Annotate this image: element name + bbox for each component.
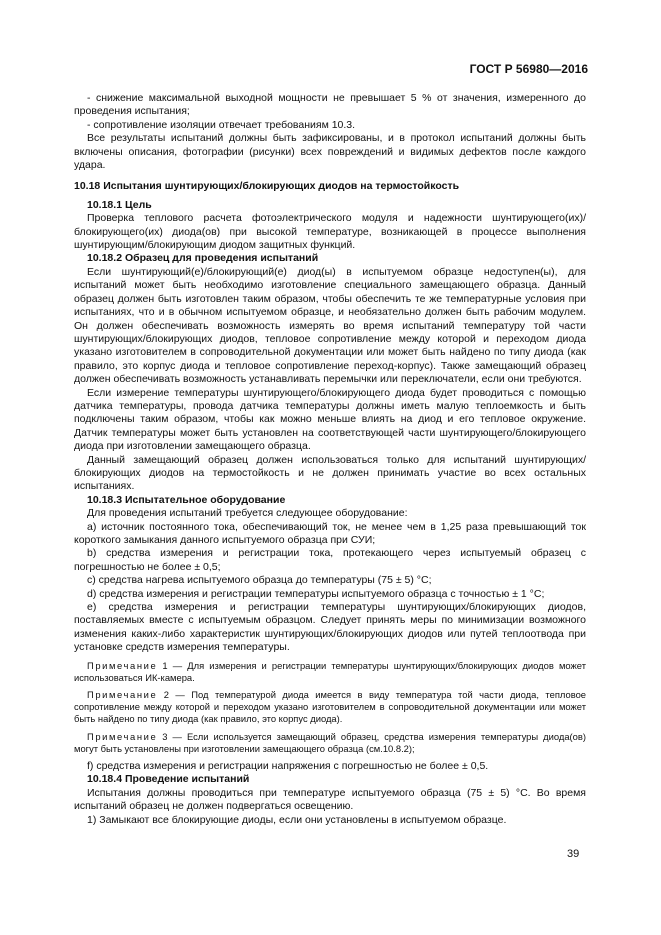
text-paragraph: Если измерение температуры шунтирующего/блокирующего диода будет проводиться с помощью датчика температуры, провода датчика температуры должны иметь малую теплоемкость и быть подключены таким образом, чтобы как можно меньше влиять на диод и его тепловое окружение. Датчик температуры может быть установлен на соответствующей части шунтирующего/блокирующего диода при изготовлении замещающего образца. [74, 386, 586, 453]
text-paragraph: Данный замещающий образец должен использоваться только для испытаний шунтирующих/блокирующих диодов на термостойкость и не должен принимать участие во всех остальных испытаниях. [74, 453, 586, 493]
subsection-heading-10-18-1: 10.18.1 Цель [87, 198, 152, 211]
document-body [74, 92, 586, 827]
note-label: Примечание [87, 659, 158, 671]
text-paragraph: 1) Замыкают все блокирующие диоды, если они установлены в испытуемом образце. [87, 813, 507, 826]
note-3 [74, 731, 586, 755]
list-item-f: f) средства измерения и регистрации напряжения с погрешностью не более ± 0,5. [87, 760, 489, 773]
subsection-heading-10-18-2: 10.18.2 Образец для проведения испытаний [87, 252, 319, 265]
document-standard-id: ГОСТ Р 56980—2016 [469, 62, 588, 76]
note-2 [74, 689, 586, 726]
list-item-b: b) средства измерения и регистрации тока, протекающего через испытуемый образец с погрешностью не более ± 0,5; [74, 547, 586, 573]
list-item-e: е) средства измерения и регистрации температуры шунтирующих/блокирующих диодов, поставляемых вместе с испытуемым образцом. Следует принять меры по минимизации возможного изменения каких-либо характеристик шунтирующих/блокирующих диодов или путей теплоотвода при установке средств измерения температуры. [74, 601, 586, 654]
text-paragraph: Для проведения испытаний требуется следующее оборудование: [87, 507, 408, 520]
note-text: 1 — Для измерения и регистрации температуры шунтирующих/блокирующих диодов может использоваться ИК-камера. [74, 659, 586, 683]
note-label: Примечание [87, 689, 158, 701]
subsection-heading-10-18-3: 10.18.3 Испытательное оборудование [87, 493, 286, 506]
text-paragraph: - сопротивление изоляции отвечает требованиям 10.3. [87, 118, 356, 131]
list-item-d: d) средства измерения и регистрации температуры испытуемого образца с точностью ± 1 °С; [87, 587, 545, 600]
list-item-c: c) средства нагрева испытуемого образца до температуры (75 ± 5) °С; [87, 574, 432, 587]
text-paragraph: Испытания должны проводиться при температуре испытуемого образца (75 ± 5) °С. Во время испытаний образец не должен подвергаться освещению. [74, 786, 586, 813]
note-text: 3 — Если используется замещающий образец, средства измерения температуры диода(ов) могут быть установлены при изготовлении замещающего образца (см.10.8.2); [74, 730, 586, 754]
section-heading-10-18: 10.18 Испытания шунтирующих/блокирующих диодов на термостойкость [74, 180, 460, 193]
text-paragraph: Если шунтирующий(е)/блокирующий(е) диод(ы) в испытуемом образце недоступен(ы), для испытаний может быть необходимо изготовление специального замещающего образца. Данный образец должен быть изготовлен таким образом, чтобы обеспечить те же температурные условия при испытаниях, что и в обычном испытуемом образце, и необязательно должен быть рабочим модулем. Он должен обеспечивать возможность измерять во время испытаний температуру той части шунтирующих/блокирующих диодов, тепловое сопротивление между которой и переходом диода указано изготовителем в сопроводительной документации или может быть найдено по типу диода (как правило, это корпус диода и тепловое сопротивление переход-корпус). Также замещающий образец должен обеспечивать возможность устанавливать перемычки или переключатели, если они требуются. [74, 265, 586, 386]
note-text: 2 — Под температурой диода имеется в виду температура той части диода, тепловое сопротивление между которой и переходом указано изготовителем в сопроводительной документации или может быть найдено по типу диода (как правило, это корпус диода). [74, 689, 586, 725]
text-paragraph: - снижение максимальной выходной мощности не превышает 5 % от значения, измеренного до проведения испытания; [74, 92, 586, 118]
note-1 [74, 660, 586, 684]
page-number: 39 [567, 848, 580, 860]
list-item-a: а) источник постоянного тока, обеспечивающий ток, не менее чем в 1,25 раза превышающий ток короткого замыкания данного испытуемого образца при СУИ; [74, 520, 586, 546]
text-paragraph: Проверка теплового расчета фотоэлектрического модуля и надежности шунтирующего(их)/блокирующего(их) диода(ов) при высокой температуре, возникающей в процессе выполнения шунтирующим/блокирующим диодом защитных функций. [74, 212, 586, 252]
text-paragraph: Все результаты испытаний должны быть зафиксированы, и в протокол испытаний должны быть включены описания, фотографии (рисунки) всех повреждений и видимых дефектов после каждого удара. [74, 132, 586, 172]
note-label: Примечание [87, 730, 158, 742]
subsection-heading-10-18-4: 10.18.4 Проведение испытаний [87, 773, 250, 786]
